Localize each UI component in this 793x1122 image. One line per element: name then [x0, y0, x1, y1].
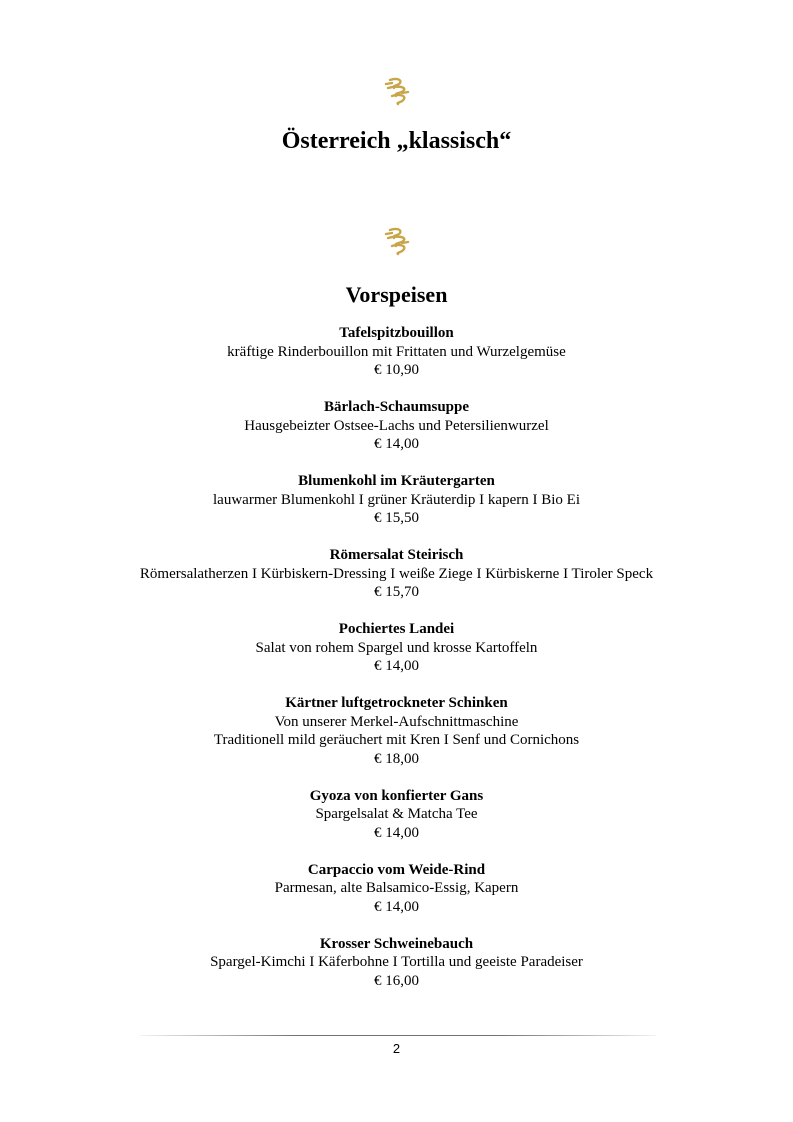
section-title: Vorspeisen	[345, 282, 448, 307]
page-number: 2	[392, 1041, 401, 1056]
menu-item-description: lauwarmer Blumenkohl I grüner Kräuterdip I kapern I Bio Ei	[213, 491, 580, 508]
menu-item-description: Von unserer Merkel-Aufschnittmaschine	[274, 713, 519, 730]
menu-item	[0, 935, 793, 991]
menu-item-description: kräftige Rinderbouillon mit Frittaten und Wurzelgemüse	[227, 343, 566, 360]
menu-item-price: € 10,90	[374, 362, 419, 378]
menu-item-price: € 14,00	[374, 898, 419, 915]
menu-item-name: Pochiertes Landei	[338, 621, 455, 637]
menu-item-price: € 14,00	[374, 824, 419, 841]
menu-item	[0, 472, 793, 528]
menu-item-price: € 18,00	[374, 750, 419, 767]
menu-list	[0, 324, 793, 1009]
menu-item	[0, 861, 793, 917]
menu-item-description: Spargelsalat & Matcha Tee	[315, 806, 478, 822]
menu-item-name: Tafelspitzbouillon	[339, 325, 454, 341]
menu-item-name: Carpaccio vom Weide-Rind	[307, 861, 486, 878]
menu-item-description: Römersalatherzen I Kürbiskern-Dressing I weiße Ziege I Kürbiskerne I Tiroler Speck	[139, 565, 654, 582]
menu-item-description: Parmesan, alte Balsamico-Essig, Kapern	[274, 880, 519, 896]
menu-item-name: Gyoza von konfierter Gans	[309, 787, 484, 804]
menu-item	[0, 787, 793, 843]
menu-item-price: € 14,00	[374, 658, 419, 674]
menu-item	[0, 694, 793, 768]
menu-item-price: € 15,70	[374, 584, 419, 600]
menu-item-price: € 14,00	[374, 436, 419, 452]
menu-item-name: Bärlach-Schaumsuppe	[323, 399, 470, 415]
menu-item	[0, 620, 793, 676]
menu-item-description: Hausgebeizter Ostsee-Lachs und Petersilienwurzel	[244, 417, 549, 434]
ornament-svg	[380, 76, 414, 106]
menu-item-name: Römersalat Steirisch	[329, 547, 464, 563]
page-title: Österreich „klassisch“	[281, 128, 512, 154]
menu-item	[0, 546, 793, 602]
menu-item-price: € 16,00	[374, 972, 419, 989]
menu-item	[0, 398, 793, 454]
menu-item-description: Salat von rohem Spargel und krosse Kartoffeln	[255, 639, 538, 656]
menu-item-description: Traditionell mild geräuchert mit Kren I Senf und Cornichons	[213, 732, 580, 748]
menu-item-name: Krosser Schweinebauch	[319, 935, 474, 952]
ornament-svg	[380, 226, 414, 256]
footer-divider	[140, 1035, 656, 1036]
menu-item-name: Kärtner luftgetrockneter Schinken	[285, 695, 508, 711]
gold-swirl-ornament-icon	[380, 226, 414, 256]
menu-item-name: Blumenkohl im Kräutergarten	[298, 473, 495, 489]
menu-item-description: Spargel-Kimchi I Käferbohne I Tortilla und geeiste Paradeiser	[210, 954, 583, 970]
gold-swirl-ornament-icon	[380, 76, 414, 106]
menu-item	[0, 324, 793, 380]
menu-item-price: € 15,50	[374, 510, 419, 526]
